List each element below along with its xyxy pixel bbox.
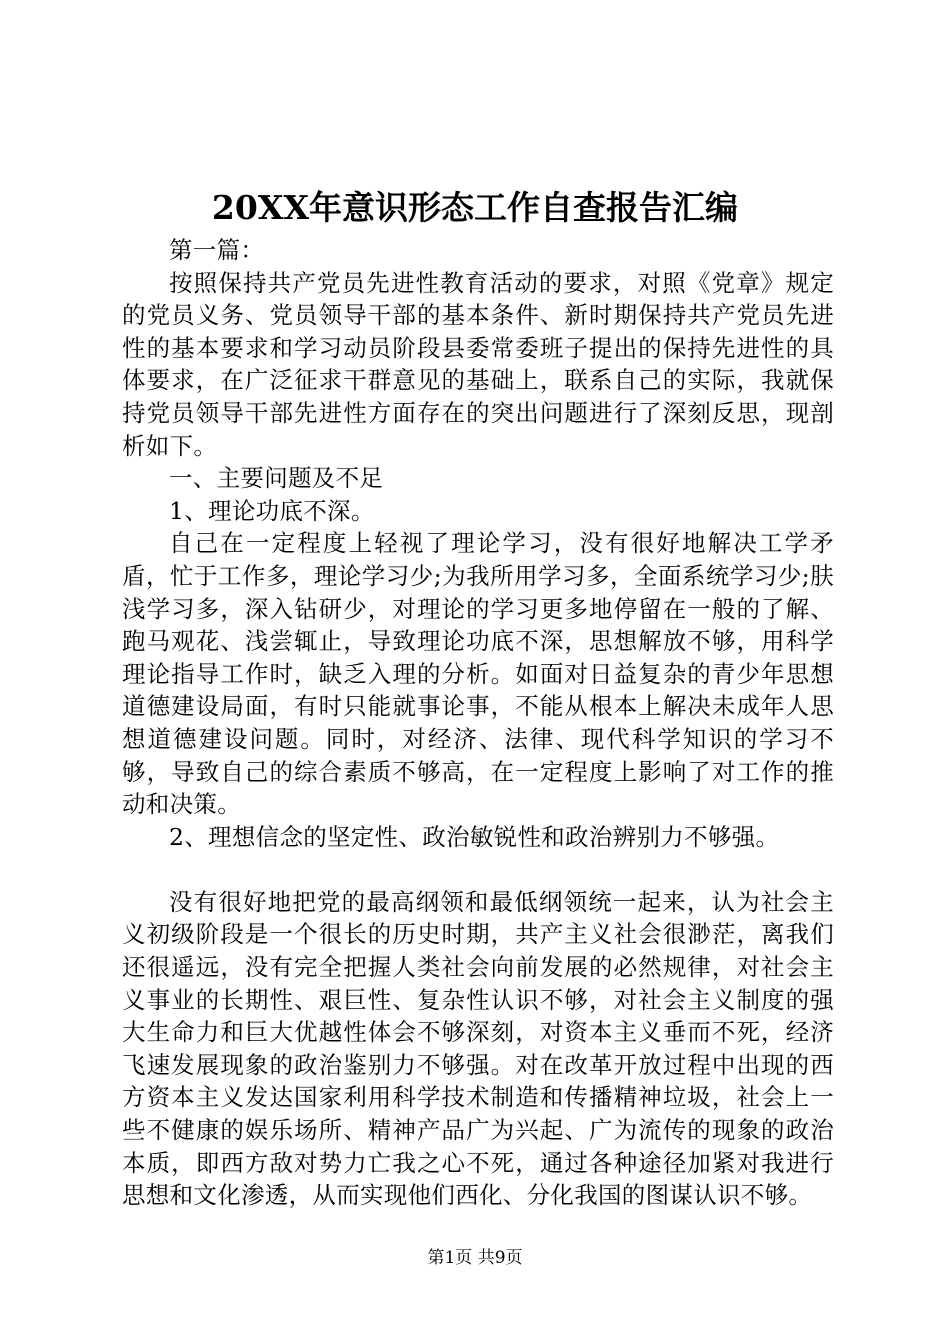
section-heading: 第一篇： [169,236,265,264]
paragraph: 自己在一定程度上轻视了理论学习，没有很好地解决工学矛盾，忙于工作多，理论学习少;为我所用学习多，全面系统学习少;肤浅学习多，深入钻研少，对理论的学习更多地停留在一般的了解、跑马观花、浅尝辄止，导致理论功底不深，思想解放不够，用科学理论指导工作时，缺乏入理的分析。如面对日益复杂的青少年思想道德建设局面，有时只能就事论事，不能从根本上解决未成年人思想道德建设问题。同时，对经济、法律、现代科学知识的学习不够，导致自己的综合素质不够高，在一定程度上影响了对工作的推动和决策。 [122,529,834,819]
document-body [122,234,834,1212]
paragraph: 按照保持共产党员先进性教育活动的要求，对照《党章》规定的党员义务、党员领导干部的基本条件、新时期保持共产党员先进性的基本要求和学习动员阶段县委常委班子提出的保持先进性的具体要求，在广泛征求干群意见的基础上，联系自己的实际，我就保持党员领导干部先进性方面存在的突出问题进行了深刻反思，现剖析如下。 [122,268,834,460]
subheading: 1、理论功底不深。 [169,496,375,525]
paragraph: 没有很好地把党的最高纲领和最低纲领统一起来，认为社会主义初级阶段是一个很长的历史时期，共产主义社会很渺茫，离我们还很遥远，没有完全把握人类社会向前发展的必然规律，对社会主义事业的长期性、艰巨性、复杂性认识不够，对社会主义制度的强大生命力和巨大优越性体会不够深刻，对资本主义垂而不死，经济飞速发展现象的政治鉴别力不够强。对在改革开放过程中出现的西方资本主义发达国家利用科学技术制造和传播精神垃圾，社会上一些不健康的娱乐场所、精神产品广为兴起、广为流传的现象的政治本质，即西方敌对势力亡我之心不死，通过各种途径加紧对我进行思想和文化渗透，从而实现他们西化、分化我国的图谋认识不够。 [122,887,834,1210]
page-footer: 第1页 共9页 [427,1248,523,1268]
subheading: 2、理想信念的坚定性、政治敏锐性和政治辨别力不够强。 [169,822,780,851]
subheading: 一、主要问题及不足 [169,464,384,493]
document-title: 20XX年意识形态工作自查报告汇编 [211,188,739,227]
